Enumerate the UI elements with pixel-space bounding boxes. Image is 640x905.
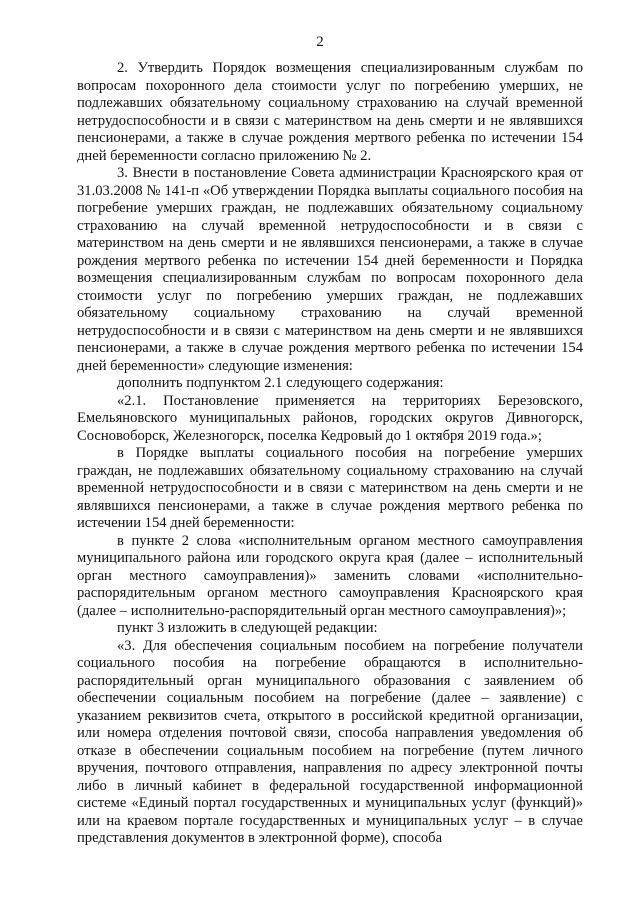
paragraph-clause-2-words: в пункте 2 слова «исполнительным органом местного самоуправления муниципального района или городского округа края (далее – исполнительный орган местного самоуправления)» заменить словами «исполнительно-распорядительным органом местного самоуправления Красноярского края (далее – исполнительно-распорядительный орган местного самоуправления)»;: [77, 532, 583, 619]
paragraph-amend-resolution: 3. Внести в постановление Совета администрации Красноярского края от 31.03.2008 № 141-п «Об утверждении Порядка выплаты социального пособия на погребение умерших граждан, не подлежавших обязательному социальному страхованию на случай временной нетрудоспособности и в связи с материнством на день смерти и не являвшихся пенсионерами, а также в случае рождения мертвого ребенка по истечении 154 дней беременности и Порядка возмещения специализированным службам по вопросам похоронного дела стоимости услуг по погребению умерших граждан, не подлежавших обязательному социальному страхованию на случай временной нетрудоспособности и в связи с материнством на день смерти и не являвшихся пенсионерами, а также в случае рождения мертвого ребенка по истечении 154 дней беременности» следующие изменения:: [77, 165, 583, 374]
paragraph-clause-3-intro: пункт 3 изложить в следующей редакции:: [117, 620, 378, 636]
page-number: 2: [316, 34, 324, 50]
document-body: [77, 60, 583, 848]
paragraph-subclause-2-1: «2.1. Постановление применяется на территориях Березовского, Емельяновского муниципальных районов, городских округов Дивногорск, Сосновоборск, Железногорск, поселка Кедровый до 1 октября 2019 года.»;: [77, 392, 583, 444]
paragraph-add-subclause: дополнить подпунктом 2.1 следующего содержания:: [117, 375, 444, 391]
paragraph-approve-procedure: 2. Утвердить Порядок возмещения специализированным службам по вопросам похоронного дела стоимости услуг по погребению умерших, не подлежавших обязательному социальному страхованию на случай временной нетрудоспособности и в связи с материнством на день смерти и не являвшихся пенсионерами, а также в случае рождения мертвого ребенка по истечении 154 дней беременности согласно приложению № 2.: [77, 60, 583, 164]
paragraph-clause-3-text: «3. Для обеспечения социальным пособием на погребение получатели социального пособия на погребение обращаются в исполнительно-распорядительный орган муниципального образования с заявлением об обеспечении социальным пособием на погребение (далее – заявление) с указанием реквизитов счета, открытого в российской кредитной организации, или номера отделения почтовой связи, способа направления уведомления об отказе в обеспечении социальным пособием на погребение (путем личного вручения, почтового отправления, направления по адресу электронной почты либо в личный кабинет в федеральной государственной информационной системе «Единый портал государственных и муниципальных услуг (функций)» или на краевом портале государственных и муниципальных услуг – в случае представления документов в электронной форме), способа: [77, 637, 583, 846]
paragraph-payment-procedure: в Порядке выплаты социального пособия на погребение умерших граждан, не подлежавших обязательному социальному страхованию на случай временной нетрудоспособности и в связи с материнством на день смерти и не являвшихся пенсионерами, а также в случае рождения мертвого ребенка по истечении 154 дней беременности:: [77, 445, 583, 531]
